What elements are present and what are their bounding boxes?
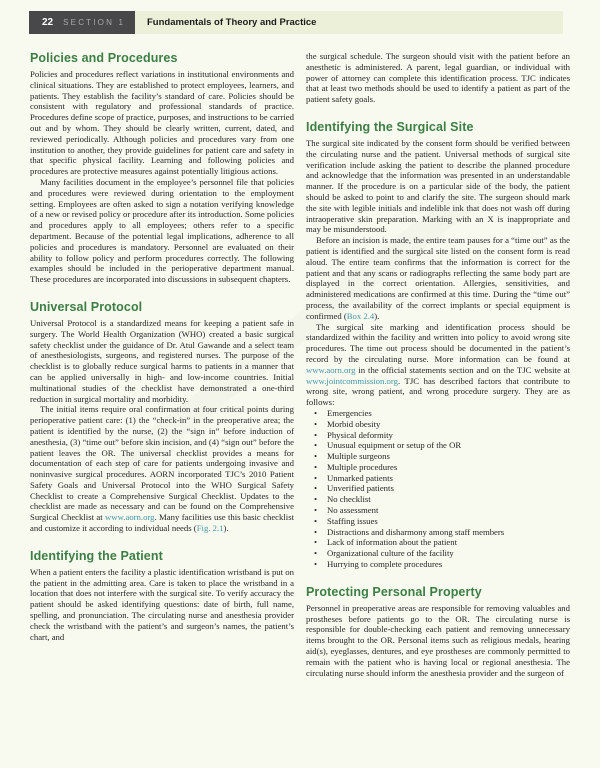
- text-run: . TJC has described factors that contribute to wrong site, wrong patient, and wrong procedure surgery. They are as follows:: [306, 375, 570, 408]
- section-heading: Universal Protocol: [30, 299, 143, 314]
- bullet-item: • No assessment: [306, 505, 570, 516]
- paragraph: [306, 51, 570, 105]
- text-run: Policies and procedures reflect variations in institutional environments and clinical situations. They are established to protect employees, learners, and patients. They establish the facility’s standard of care. Policies should be consistent with regulatory and professional standards of practice. Procedures define scope of practice, purposes, and instructions to be carried out and by whom. They should be clearly written, current, dated, and reviewed periodically. Although policies and procedures vary from one institution to another, they provide guidelines for patient care and safety in that specific physical facility. Learning and following policies and procedures are protective measures against potentially litigious actions.: [30, 69, 294, 177]
- text-run: Universal Protocol is a standardized means for keeping a patient safe in surgery. The World Health Organization (WHO) created a basic surgical safety checklist under the guidance of Dr. Atul Gawande and a select team of anesthesiologists, surgeons, and registered nurses. The purpose of the checklist is to globally reduce surgical harms to patients in a manner that can be applied universally in high- and low-income countries. Initial multinational studies of the checklist have demonstrated a one-third reduction in surgical mortality and morbidity.: [30, 317, 294, 404]
- bullet-item: • Morbid obesity: [306, 419, 570, 430]
- inline-link[interactable]: www.aorn.org: [306, 364, 356, 375]
- paragraph: [30, 177, 294, 285]
- right-column: [306, 51, 570, 678]
- bullet-item: • Unverified patients: [306, 483, 570, 494]
- section-heading: Identifying the Patient: [30, 548, 163, 563]
- paragraph: [30, 318, 294, 404]
- bullet-item: • Distractions and disharmony among staff members: [306, 527, 570, 538]
- text-run: Before an incision is made, the entire team pauses for a “time out” as the patient is identified and the surgical site listed on the consent form is read aloud. The entire team confirms that the information is correct for the patient and that any scans or radiographs reflecting the same body part are displayed in the correct orientation. Allergies, sensitivities, and administered medications are confirmed at this time. During the “time out” process, the availability of the correct implants or special equipment is confirmed (: [306, 235, 570, 321]
- section-heading: Policies and Procedures: [30, 51, 178, 65]
- section-heading: Identifying the Surgical Site: [306, 119, 474, 134]
- bullet-item: • Physical deformity: [306, 430, 570, 441]
- inline-link[interactable]: Fig. 2.1: [196, 523, 224, 534]
- paragraph: [30, 404, 294, 534]
- inline-link[interactable]: Box 2.4: [346, 310, 375, 321]
- text-run: Personnel in preoperative areas are responsible for removing valuables and prostheses before patients go to the OR. The circulating nurse is responsible for double-checking each patient and removing unnecessary items brought to the OR. Personal items such as religious medals, hearing aid(s), eyeglasses, dentures, and eye prostheses are commonly permitted to remain with the patient who is having local or regional anesthesia. The circulating nurse should inform the anesthesia provider and the surgeon of: [306, 602, 570, 678]
- folio-box: [29, 11, 135, 34]
- text-columns: [30, 51, 570, 678]
- bullet-item: • Hurrying to complete procedures: [306, 559, 570, 570]
- text-run: ).: [223, 523, 229, 534]
- bullet-item: • Staffing issues: [306, 516, 570, 527]
- bullet-item: • Organizational culture of the facility: [306, 548, 570, 559]
- paragraph: [306, 138, 570, 235]
- bullet-item: • Emergencies: [306, 408, 570, 419]
- bullet-item: • Unmarked patients: [306, 473, 570, 484]
- bullet-item: • Lack of information about the patient: [306, 537, 570, 548]
- bullet-item: • Multiple surgeons: [306, 451, 570, 462]
- bullet-item: • Unusual equipment or setup of the OR: [306, 440, 570, 451]
- running-head-title: Fundamentals of Theory and Practice: [147, 17, 317, 28]
- text-run: The initial items require oral confirmation at four critical points during perioperative patient care: (1) the “check-in” in the preoperative area; the patient is identified by the nurse, (2) the “sign in” before induction of anesthesia, (3) “time out” before skin incision, and (4) “sign out” before the patient leaves the OR. The universal checklist provides a means for documentation of each step of care for patients undergoing invasive and noninvasive surgical procedures. AORN incorporated TJC’s 2010 Patient Safety Goals and Universal Protocol into the WHO Surgical Safety Checklist to create a Comprehensive Surgical Checklist. Updates to the checklist are made as necessary and can be found on the Comprehensive Surgical Checklist at: [30, 404, 294, 523]
- bullet-list: [306, 408, 570, 570]
- inline-link[interactable]: www.aorn.org: [105, 512, 155, 523]
- paragraph: [306, 322, 570, 408]
- text-run: When a patient enters the facility a plastic identification wristband is put on the patient in the admitting area. Care is taken to place the wristband in a location that does not interfere with the surgical site. To verify accuracy the patient should be asked identifying questions: date of birth, full name, spelling, and pronunciation. The circulating nurse and anesthesia provider check the wristband with the patient’s and surgeon’s names, the patient’s chart, and: [30, 566, 294, 642]
- inline-link[interactable]: www.jointcommission.org: [306, 375, 398, 386]
- text-run: . Many facilities use this basic checklist and customize it according to individual needs (: [30, 512, 294, 534]
- section-heading: Protecting Personal Property: [306, 584, 482, 599]
- paragraph: [306, 603, 570, 679]
- paragraph: [30, 567, 294, 643]
- page-number: 22: [42, 17, 54, 28]
- text-run: the surgical schedule. The surgeon should visit with the patient before an anesthetic is administered. A parent, legal guardian, or individual with power of attorney can complete this identification process. TJC indicates that at least two methods should be used to identify a patient as part of the patient safety goals.: [306, 51, 570, 105]
- left-column: [30, 51, 294, 678]
- paragraph: [30, 69, 294, 177]
- text-run: ).: [374, 310, 380, 321]
- bullet-item: • No checklist: [306, 494, 570, 505]
- bullet-item: • Multiple procedures: [306, 462, 570, 473]
- text-run: The surgical site marking and identification process should be standardized within the facility and written into policy to avoid wrong site procedures. The time out process should be documented in the patient’s record by the circulating nurse. More information can be found at: [306, 321, 570, 364]
- text-run: The surgical site indicated by the consent form should be verified between the circulating nurse and the patient. Universal methods of surgical site verification include asking the patient to describe the planned procedure and acknowledge that the information was presented in an understandable manner. If the procedure is on a particular side of the body, the patient should be asked to point to and clarify the site. The surgeon should mark the site with legible initials and indelible ink that does not wash off during intraoperative skin preparation. Marking with an X is inappropriate and may be misunderstood.: [306, 137, 570, 235]
- page-header: [0, 11, 600, 34]
- paragraph: [306, 235, 570, 321]
- running-head: [135, 11, 563, 34]
- text-run: in the official statements section and on the TJC website at: [355, 364, 570, 375]
- text-run: Many facilities document in the employee’s personnel file that policies and procedures were reviewed during orientation to the employment setting. Employees are often asked to sign a notation verifying knowledge of a new or revised policy or procedure after its introduction. Some policies and procedures apply to all employees; others refer to a specific department. Because of the potential legal implications, adherence to all policies and procedures is mandatory. Personnel are evaluated on their ability to follow policy and perform procedures correctly. The following examples should be included in the perioperative department manual. These procedures are incorporated into discussions in subsequent chapters.: [30, 176, 294, 285]
- section-label: SECTION 1: [63, 18, 126, 27]
